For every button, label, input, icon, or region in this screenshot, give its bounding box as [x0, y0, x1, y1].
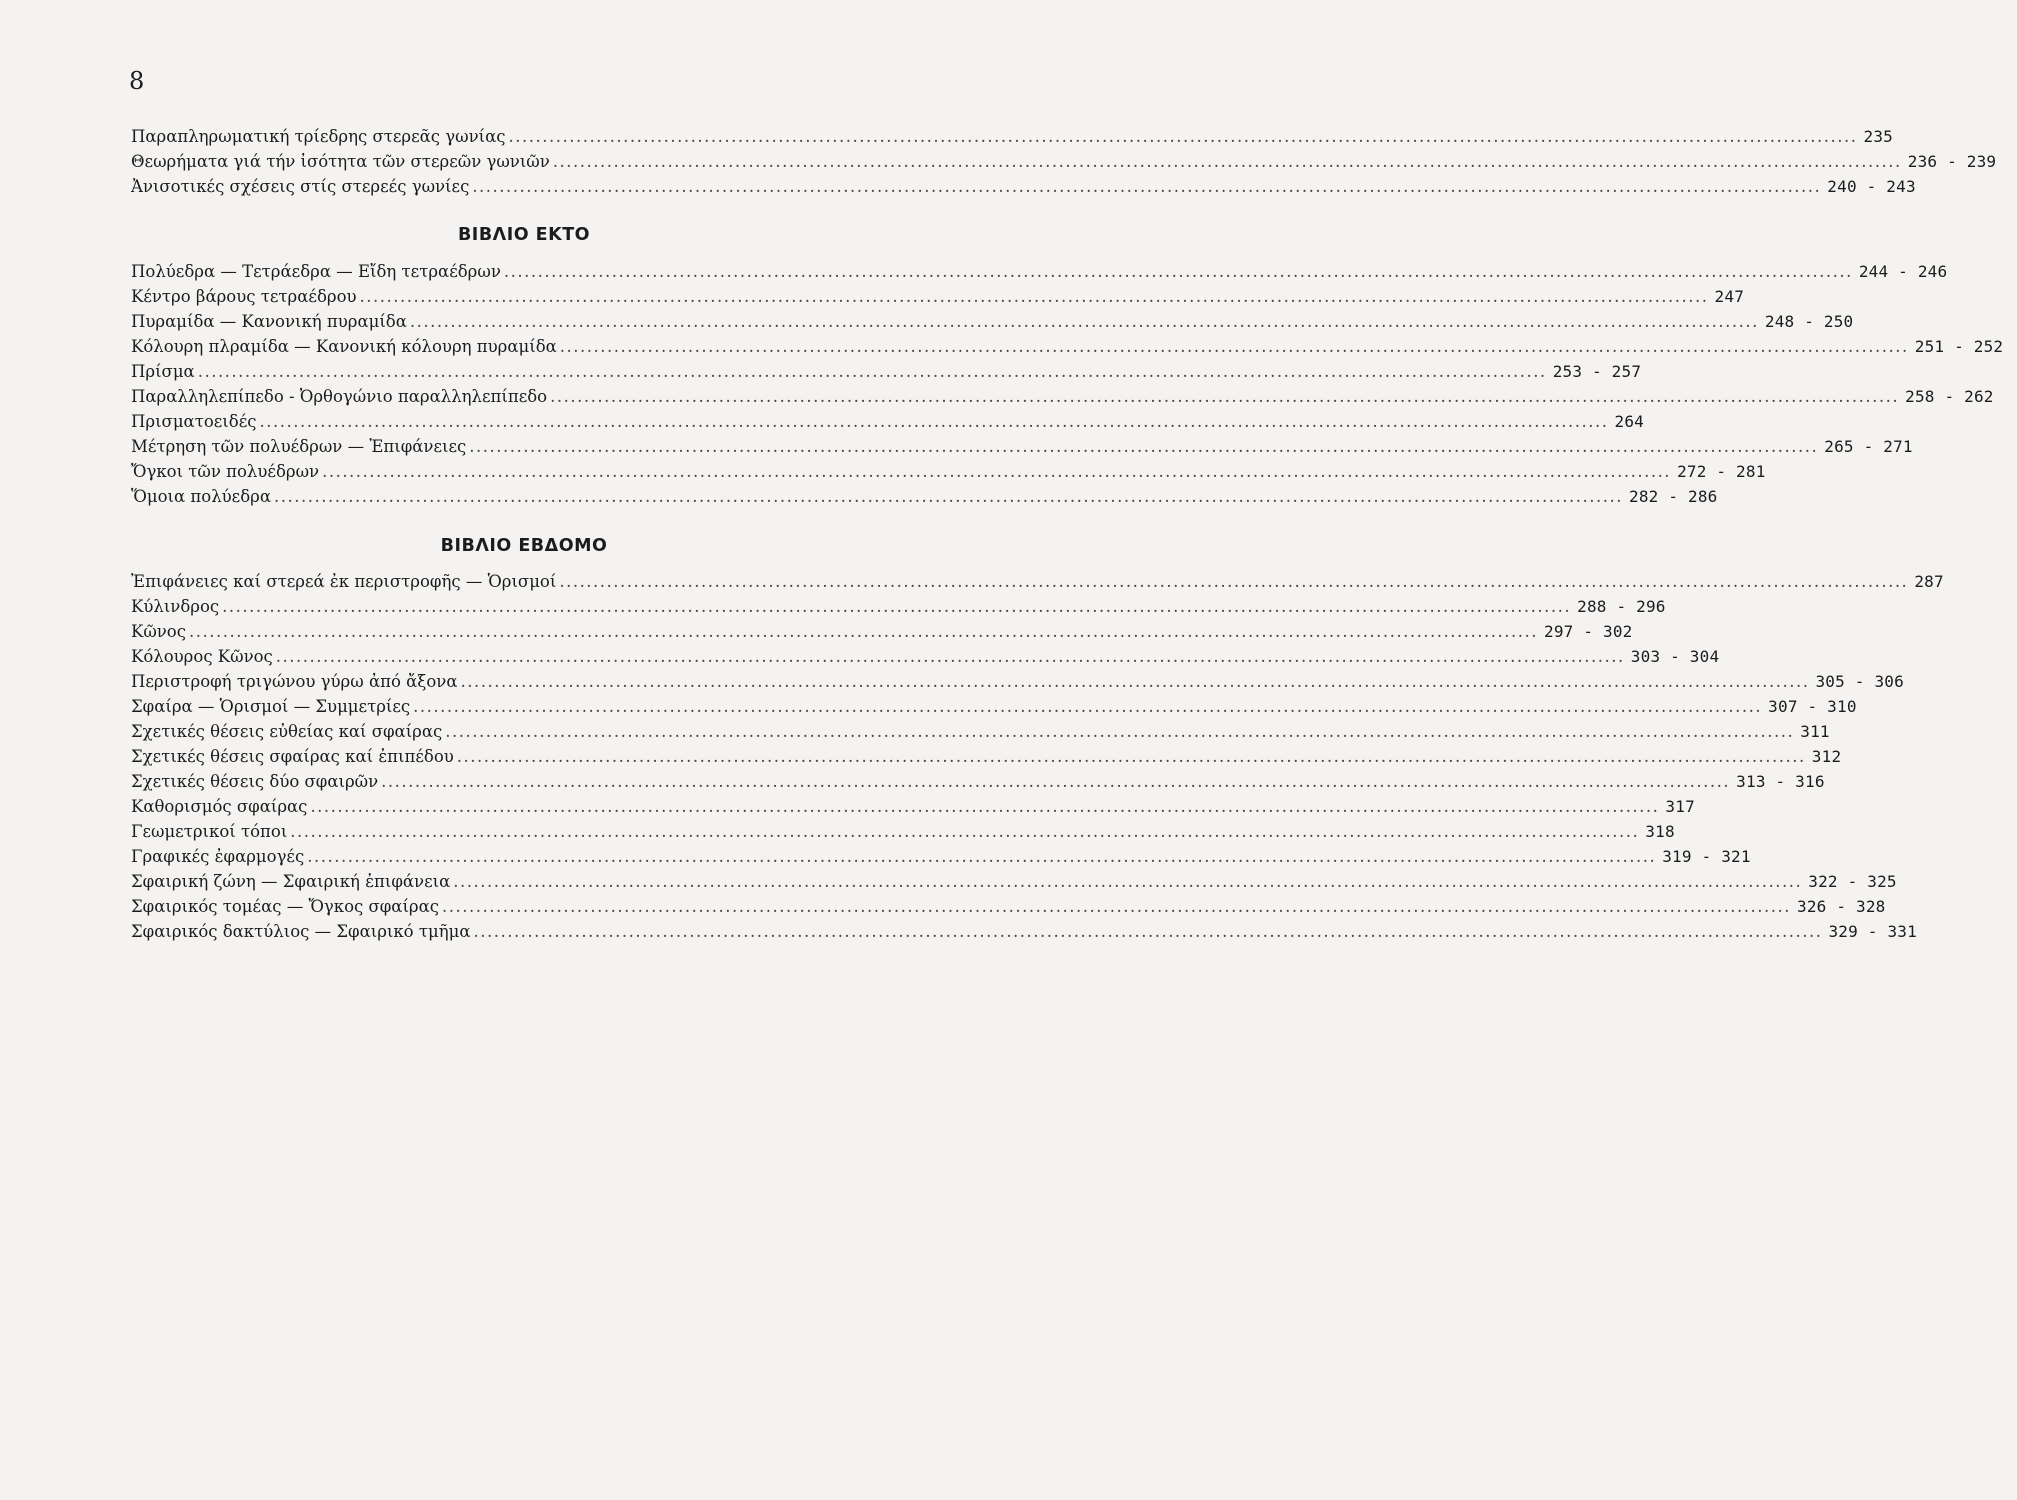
toc-entry-pages: 258 - 262 [1905, 387, 1994, 406]
toc-entry [131, 284, 1745, 309]
toc-entry-pages: 317 [1665, 797, 1695, 816]
toc-entry [131, 409, 1644, 434]
toc-entry-title: Σχετικές θέσεις σφαίρας καί ἐπιπέδου [131, 747, 454, 766]
toc-leader: ........................................................................................................................................................................................................ [559, 337, 1909, 356]
toc-leader: ........................................................................................................................................................................................................ [456, 747, 1806, 766]
toc-leader: ........................................................................................................................................................................................................ [552, 152, 1902, 171]
toc-entry-title: Ἀνισοτικές σχέσεις στίς στερεές γωνίες [131, 177, 470, 196]
toc-entry-title: Κῶνος [131, 622, 186, 641]
toc-leader: ........................................................................................................................................................................................................ [442, 897, 1791, 916]
toc-leader: ........................................................................................................................................................................................................ [559, 572, 1909, 591]
toc-entry-title: Σφαίρα — Ὁρισμοί — Συμμετρίες [131, 697, 411, 716]
toc-intro [131, 124, 1997, 199]
toc-entry-pages: 326 - 328 [1797, 897, 1886, 916]
toc-entry [131, 819, 1675, 844]
toc-entry-title: Σχετικές θέσεις δύο σφαιρῶν [131, 772, 379, 791]
toc-entry [131, 334, 2004, 359]
toc-entry-pages: 272 - 281 [1677, 462, 1766, 481]
toc-entry [131, 844, 1751, 869]
toc-leader: ........................................................................................................................................................................................................ [275, 647, 1625, 666]
toc-entry-pages: 288 - 296 [1577, 597, 1666, 616]
toc-entry [131, 594, 1666, 619]
toc-entry-title: Ἐπιφάνειες καί στερεά ἐκ περιστροφῆς — Ὁρισμοί [131, 572, 557, 591]
toc-entry [131, 309, 1854, 334]
toc-entry-pages: 311 [1800, 722, 1830, 741]
toc-leader: ........................................................................................................................................................................................................ [310, 797, 1660, 816]
toc-entry-pages: 287 [1914, 572, 1944, 591]
toc-leader: ........................................................................................................................................................................................................ [473, 922, 1823, 941]
toc-entry [131, 619, 1633, 644]
toc-entry [131, 894, 1886, 919]
toc-entry-title: Πρισματοειδές [131, 412, 257, 431]
section-heading-book7: ΒΙΒΛΙΟ ΕΒΔΟΜΟ [440, 536, 608, 556]
toc-entry-pages: 305 - 306 [1815, 672, 1904, 691]
toc-entry-pages: 312 [1811, 747, 1842, 766]
toc-leader: ........................................................................................................................................................................................................ [503, 262, 1853, 281]
toc-entry-title: Κέντρο βάρους τετραέδρου [131, 287, 357, 306]
section-heading-book6: ΒΙΒΛΙΟ ΕΚΤΟ [457, 225, 591, 245]
toc-entry-title: Παραπληρωματική τρίεδρης στερεᾶς γωνίας [131, 127, 506, 146]
toc-entry-title: Πρίσμα [131, 362, 195, 381]
toc-entry [131, 259, 1948, 284]
toc-entry-pages: 247 [1714, 287, 1745, 306]
toc-entry-title: Κόλουρος Κῶνος [131, 647, 273, 666]
toc-leader: ........................................................................................................................................................................................................ [453, 872, 1803, 891]
toc-entry-title: Πολύεδρα — Τετράεδρα — Εἴδη τετραέδρων [131, 262, 501, 281]
toc-leader: ........................................................................................................................................................................................................ [381, 772, 1731, 791]
toc-entry-title: Κόλουρη πλραμίδα — Κανονική κόλουρη πυραμίδα [131, 337, 557, 356]
toc-leader: ........................................................................................................................................................................................................ [409, 312, 1759, 331]
toc-entry [131, 719, 1830, 744]
toc-leader: ........................................................................................................................................................................................................ [259, 412, 1609, 431]
toc-entry-pages: 313 - 316 [1736, 772, 1825, 791]
toc-entry [131, 384, 1994, 409]
toc-entry-title: Σφαιρική ζώνη — Σφαιρική ἐπιφάνεια [131, 872, 451, 891]
toc-entry-pages: 319 - 321 [1662, 847, 1751, 866]
toc-entry-pages: 244 - 246 [1858, 262, 1948, 281]
toc-entry-pages: 297 - 302 [1543, 622, 1633, 641]
toc-entry [131, 919, 1917, 944]
toc-leader: ........................................................................................................................................................................................................ [274, 487, 1623, 506]
toc-entry [131, 744, 1842, 769]
toc-entry-title: Σφαιρικός δακτύλιος — Σφαιρικό τμῆμα [131, 922, 471, 941]
toc-entry-title: Θεωρήματα γιά τήν ἰσότητα τῶν στερεῶν γωνιῶν [131, 152, 550, 171]
toc-entry-pages: 240 - 243 [1827, 177, 1916, 196]
toc-entry-title: Σχετικές θέσεις εὐθείας καί σφαίρας [131, 722, 443, 741]
toc-entry-title: Περιστροφή τριγώνου γύρω ἀπό ἄξονα [131, 672, 458, 691]
toc-entry-title: Παραλληλεπίπεδο - Ὀρθογώνιο παραλληλεπίπεδο [131, 387, 548, 406]
toc-entry-title: Καθορισμός σφαίρας [131, 797, 308, 816]
toc-leader: ........................................................................................................................................................................................................ [550, 387, 1900, 406]
toc-entry-pages: 307 - 310 [1768, 697, 1857, 716]
toc-entry-pages: 236 - 239 [1907, 152, 1997, 171]
page-number: 8 [129, 67, 145, 95]
toc-entry [131, 149, 1997, 174]
toc-leader: ........................................................................................................................................................................................................ [413, 697, 1763, 716]
toc-entry-title: Μέτρηση τῶν πολυέδρων — Ἐπιφάνειες [131, 437, 467, 456]
toc-leader: ........................................................................................................................................................................................................ [222, 597, 1572, 616]
toc-entry-pages: 235 [1863, 127, 1893, 146]
toc-entry [131, 869, 1897, 894]
toc-leader: ........................................................................................................................................................................................................ [189, 622, 1538, 641]
toc-leader: ........................................................................................................................................................................................................ [469, 437, 1819, 456]
toc-leader: ........................................................................................................................................................................................................ [472, 177, 1822, 196]
toc-entry [131, 694, 1857, 719]
toc-entry-title: Πυραμίδα — Κανονική πυραμίδα [131, 312, 407, 331]
toc-entry [131, 769, 1825, 794]
toc-entry-pages: 303 - 304 [1630, 647, 1720, 666]
toc-entry [131, 124, 1893, 149]
toc-entry-title: Γραφικές ἐφαρμογές [131, 847, 305, 866]
toc-entry [131, 359, 1642, 384]
toc-entry [131, 484, 1718, 509]
toc-leader: ........................................................................................................................................................................................................ [359, 287, 1709, 306]
toc-entry-pages: 282 - 286 [1629, 487, 1718, 506]
toc-entry [131, 459, 1766, 484]
toc-entry-title: Ὅμοια πολύεδρα [131, 487, 272, 506]
toc-entry-title: Κύλινδρος [131, 597, 220, 616]
toc-entry [131, 644, 1720, 669]
toc-entry-pages: 318 [1645, 822, 1675, 841]
toc-leader: ........................................................................................................................................................................................................ [290, 822, 1640, 841]
toc-book7 [131, 569, 1944, 944]
toc-entry [131, 669, 1904, 694]
toc-entry-pages: 265 - 271 [1824, 437, 1913, 456]
toc-entry-pages: 251 - 252 [1914, 337, 2004, 356]
toc-book6 [131, 259, 2004, 509]
toc-entry [131, 174, 1916, 199]
toc-leader: ........................................................................................................................................................................................................ [445, 722, 1795, 741]
toc-entry-pages: 253 - 257 [1552, 362, 1642, 381]
toc-entry-title: Ὄγκοι τῶν πολυέδρων [131, 462, 320, 481]
toc-leader: ........................................................................................................................................................................................................ [307, 847, 1657, 866]
toc-leader: ........................................................................................................................................................................................................ [322, 462, 1672, 481]
toc-entry-pages: 248 - 250 [1764, 312, 1854, 331]
toc-entry [131, 434, 1913, 459]
toc-entry [131, 569, 1944, 594]
toc-leader: ........................................................................................................................................................................................................ [460, 672, 1810, 691]
toc-entry [131, 794, 1695, 819]
toc-entry-pages: 322 - 325 [1808, 872, 1897, 891]
toc-leader: ........................................................................................................................................................................................................ [197, 362, 1547, 381]
toc-entry-pages: 329 - 331 [1828, 922, 1917, 941]
toc-entry-title: Γεωμετρικοί τόποι [131, 822, 288, 841]
toc-entry-pages: 264 [1614, 412, 1644, 431]
toc-entry-title: Σφαιρικός τομέας — Ὄγκος σφαίρας [131, 897, 440, 916]
toc-leader: ........................................................................................................................................................................................................ [508, 127, 1858, 146]
